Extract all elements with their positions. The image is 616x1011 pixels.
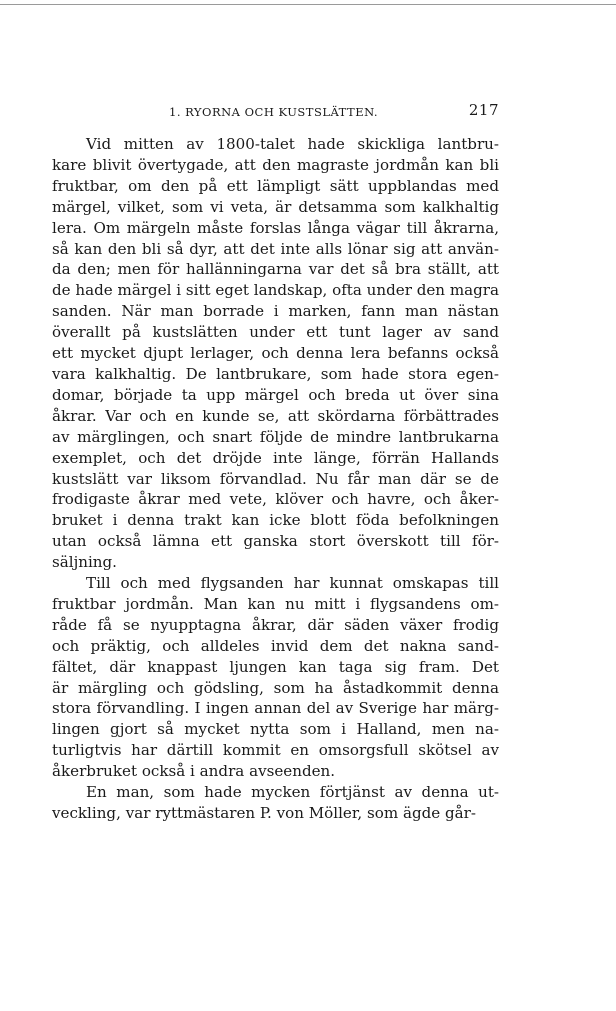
text-line: fruktbar, om den på ett lämpligt sätt uppblandas med: [52, 176, 499, 195]
text-line: överallt på kustslätten under ett tunt lager av sand: [52, 323, 499, 342]
text-line: bruket i denna trakt kan icke blott föda befolkningen: [52, 511, 499, 530]
text-line: de hade märgel i sitt eget landskap, ofta under den magra: [52, 281, 500, 300]
text-line: fruktbar jordmån. Man kan nu mitt i flygsandens om-: [52, 594, 499, 613]
paragraph: [52, 134, 499, 573]
chapter-title: 1. RYORNA OCH KUSTSLÄTTEN.: [169, 105, 379, 119]
text-line: åkrar. Var och en kunde se, att skördarna förbättrades: [52, 406, 499, 425]
text-line: vara kalkhaltig. De lantbrukare, som hade stora egen-: [52, 364, 499, 383]
text-line: säljning.: [52, 553, 117, 572]
text-line: märgel, vilket, som vi veta, är detsamma som kalkhaltig: [52, 197, 499, 216]
paragraph: [52, 573, 499, 782]
text-line: Till och med flygsanden har kunnat omskapas till: [86, 574, 499, 593]
text-line: åkerbruket också i andra avseenden.: [52, 762, 336, 781]
text-line: En man, som hade mycken förtjänst av denna ut-: [86, 783, 499, 802]
text-line: domar, började ta upp märgel och breda ut över sina: [52, 385, 499, 404]
text-line: så kan den bli så dyr, att det inte alls lönar sig att använ-: [52, 239, 499, 258]
paragraph: [52, 782, 499, 824]
text-line: veckling, var ryttmästaren P. von Möller, som ägde går-: [52, 804, 476, 822]
text-line: är märgling och gödsling, som ha åstadkommit denna: [52, 678, 499, 697]
text-line: sanden. När man borrade i marken, fann man nästan: [52, 302, 499, 321]
text-line: stora förvandling. I ingen annan del av Sverige har märg-: [52, 699, 499, 718]
text-line: lera. Om märgeln måste forslas långa vägar till åkrarna,: [52, 218, 499, 237]
text-line: da den; men för hallänningarna var det så bra ställt, att: [52, 260, 499, 279]
running-header: [52, 101, 499, 125]
body-text: [52, 134, 499, 824]
text-line: frodigaste åkrar med vete, klöver och havre, och åker-: [52, 490, 499, 509]
text-line: Vid mitten av 1800-talet hade skickliga lantbru-: [86, 135, 499, 153]
text-line: ett mycket djupt lerlager, och denna lera befanns också: [52, 344, 499, 363]
text-line: turligtvis har därtill kommit en omsorgsfull skötsel av: [52, 741, 499, 760]
page-number: 217: [468, 101, 499, 119]
text-line: kare blivit övertygade, att den magraste jordmån kan bli: [52, 155, 499, 174]
text-line: av märglingen, och snart följde de mindre lantbrukarna: [52, 427, 499, 446]
text-line: och präktig, och alldeles invid dem det nakna sand-: [52, 636, 499, 655]
text-line: utan också lämna ett ganska stort överskott till för-: [52, 532, 499, 551]
text-line: exemplet, och det dröjde inte länge, förrän Hallands: [52, 448, 499, 467]
book-page: [52, 101, 499, 824]
top-edge-rule: [0, 4, 616, 5]
text-line: lingen gjort så mycket nytta som i Halland, men na-: [52, 720, 499, 739]
text-line: råde få se nyupptagna åkrar, där säden växer frodig: [52, 615, 499, 634]
text-line: fältet, där knappast ljungen kan taga sig fram. Det: [52, 657, 499, 676]
text-line: kustslätt var liksom förvandlad. Nu får man där se de: [52, 469, 499, 488]
